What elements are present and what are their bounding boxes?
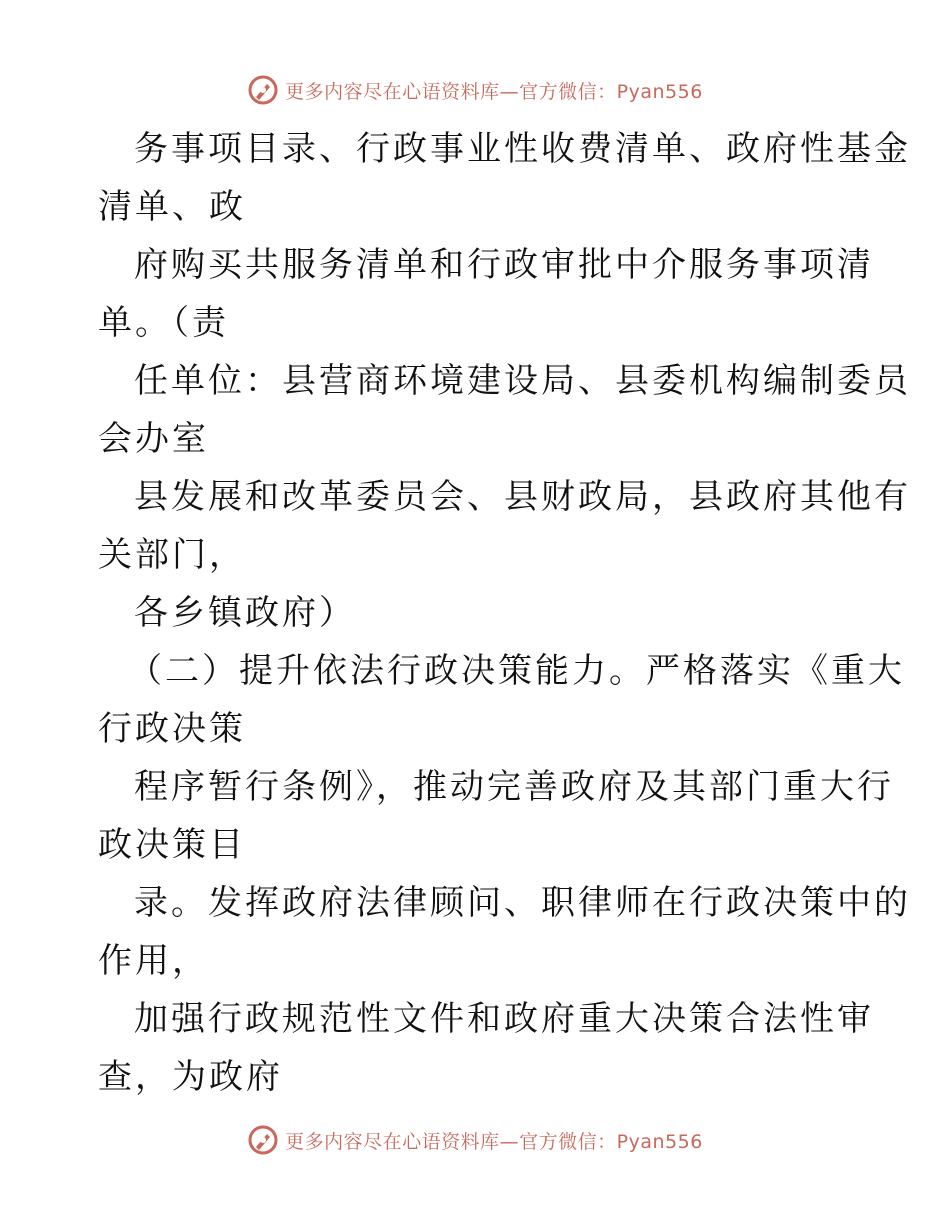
text-line: 录。发挥政府法律顾问、职律师在行政决策中的: [134, 883, 911, 923]
text-line: 各乡镇政府）: [134, 593, 356, 633]
pen-seal-icon: [247, 74, 279, 106]
text-line: 政决策目: [98, 825, 246, 865]
watermark-text: 更多内容尽在心语资料库—官方微信：Pyan556: [285, 1130, 703, 1153]
text-line: 会办室: [98, 419, 209, 459]
text-line: 加强行政规范性文件和政府重大决策合法性审: [134, 999, 874, 1039]
text-line: 任单位：县营商环境建设局、县委机构编制委员: [134, 361, 911, 401]
text-line: 关部门，: [98, 535, 246, 575]
text-line: 作用，: [98, 941, 209, 981]
pen-seal-icon: [247, 1124, 279, 1156]
text-line: 府购买共服务清单和行政审批中介服务事项清: [134, 245, 874, 285]
watermark-text: 更多内容尽在心语资料库—官方微信：Pyan556: [285, 80, 703, 103]
text-line: 务事项目录、行政事业性收费清单、政府性基金: [134, 129, 911, 169]
text-line: 程序暂行条例》，推动完善政府及其部门重大行: [134, 767, 894, 807]
footer-watermark: [0, 1122, 950, 1158]
header-watermark: [0, 72, 950, 108]
text-line: 县发展和改革委员会、县财政局，县政府其他有: [134, 477, 911, 517]
text-line: 查，为政府: [98, 1057, 283, 1097]
text-line: 单。（责: [98, 303, 229, 343]
text-line: 清单、政: [98, 187, 246, 227]
text-line: 行政决策: [98, 709, 246, 749]
document-body: [98, 120, 911, 1106]
section-heading-line: （二）提升依法行政决策能力。严格落实《重大: [128, 651, 905, 691]
